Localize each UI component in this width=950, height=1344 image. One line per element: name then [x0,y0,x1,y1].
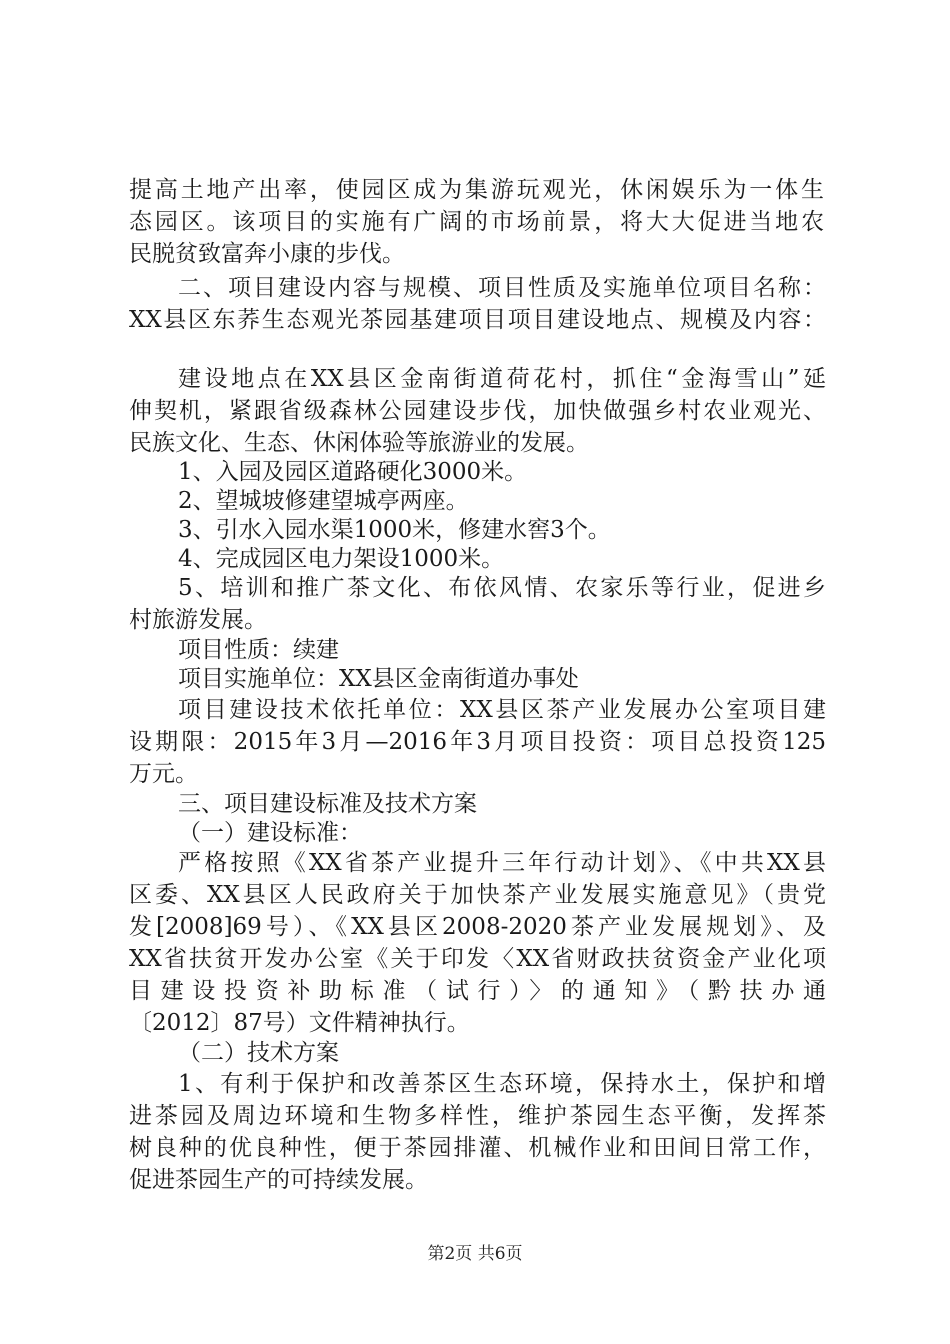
paragraph-line: 1、有利于保护和改善茶区生态环境，保持水土，保护和增 [178,1071,826,1097]
paragraph-line: 发[2008]69号）、《XX县区2008-2020茶产业发展规划》、及 [129,914,826,940]
list-item: 1、入园及园区道路硬化3000米。 [178,459,528,485]
paragraph-line: XX省扶贫开发办公室《关于印发〈XX省财政扶贫资金产业化项 [129,946,826,972]
list-item: 村旅游发展。 [129,607,267,633]
paragraph-line: 提高土地产出率，使园区成为集游玩观光，休闲娱乐为一体生 [129,177,824,203]
paragraph-line: 伸契机，紧跟省级森林公园建设步伐，加快做强乡村农业观光、 [129,398,826,424]
paragraph-line: 严格按照《XX省茶产业提升三年行动计划》、《中共XX县 [178,850,826,876]
paragraph-line: 目建设投资补助标准（试行）〉的通知》（黔扶办通 [129,978,826,1004]
paragraph-line: 树良种的优良种性，便于茶园排灌、机械作业和田间日常工作， [129,1135,826,1161]
paragraph-line: 〔2012〕87号）文件精神执行。 [129,1010,470,1036]
list-item: 5、培训和推广茶文化、布依风情、农家乐等行业，促进乡 [178,575,826,601]
page-number-footer: 第2页 共6页 [427,1244,523,1264]
paragraph-line: 项目建设技术依托单位：XX县区茶产业发展办公室项目建 [178,697,826,723]
paragraph-line: 促进茶园生产的可持续发展。 [129,1167,428,1193]
paragraph-line: 民脱贫致富奔小康的步伐。 [129,241,405,267]
paragraph-line: 民族文化、生态、休闲体验等旅游业的发展。 [129,430,589,456]
list-item: 4、完成园区电力架设1000米。 [178,546,505,572]
list-item: 2、望城坡修建望城亭两座。 [178,488,469,514]
paragraph-line: XX县区东荞生态观光茶园基建项目项目建设地点、规模及内容： [129,307,826,333]
paragraph-line: 区委、XX县区人民政府关于加快茶产业发展实施意见》（贵党 [129,882,826,908]
paragraph-line: 万元。 [129,761,198,787]
subsection-heading: （二）技术方案 [178,1040,339,1066]
section-heading: 三、项目建设标准及技术方案 [178,791,477,817]
paragraph-line: 态园区。该项目的实施有广阔的市场前景，将大大促进当地农 [129,209,824,235]
section-heading: 二、项目建设内容与规模、项目性质及实施单位项目名称： [178,275,826,301]
paragraph-line: 进茶园及周边环境和生物多样性，维护茶园生态平衡，发挥茶 [129,1103,826,1129]
list-item: 3、引水入园水渠1000米，修建水窖3个。 [178,517,611,543]
paragraph-line: 项目实施单位：XX县区金南街道办事处 [178,666,579,692]
paragraph-line: 建设地点在XX县区金南街道荷花村，抓住“金海雪山”延 [178,366,826,392]
paragraph-line: 项目性质：续建 [178,637,339,663]
paragraph-line: 设期限：2015年3月—2016年3月项目投资：项目总投资125 [129,729,826,755]
subsection-heading: （一）建设标准： [178,820,362,846]
